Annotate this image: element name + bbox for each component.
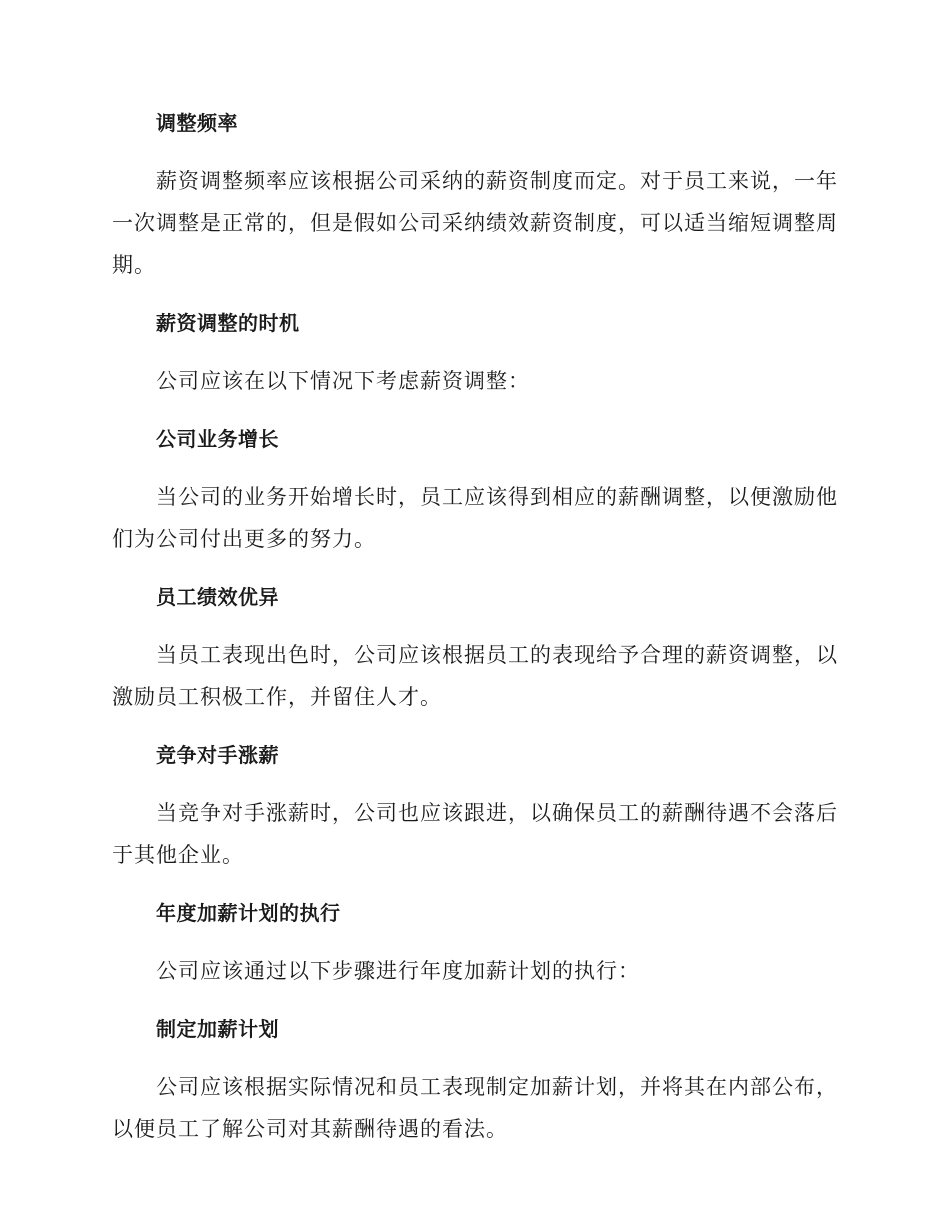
section-paragraph-business-growth: 当公司的业务开始增长时，员工应该得到相应的薪酬调整，以便激励他们为公司付出更多的努力。 xyxy=(112,485,838,551)
section-heading-adjustment-frequency: 调整频率 xyxy=(156,111,238,135)
section-paragraph-excellent-performance: 当员工表现出色时，公司应该根据员工的表现给予合理的薪资调整，以激励员工积极工作，并留住人才。 xyxy=(112,643,838,709)
section-heading-adjustment-timing: 薪资调整的时机 xyxy=(156,311,300,335)
section-heading-annual-raise-execution: 年度加薪计划的执行 xyxy=(156,901,341,925)
section-paragraph-make-raise-plan: 公司应该根据实际情况和员工表现制定加薪计划，并将其在内部公布，以便员工了解公司对其薪酬待遇的看法。 xyxy=(112,1075,838,1141)
section-paragraph-competitor-raise: 当竞争对手涨薪时，公司也应该跟进，以确保员工的薪酬待遇不会落后于其他企业。 xyxy=(112,801,838,867)
section-paragraph-adjustment-frequency: 薪资调整频率应该根据公司采纳的薪资制度而定。对于员工来说，一年一次调整是正常的，但是假如公司采纳绩效薪资制度，可以适当缩短调整周期。 xyxy=(112,169,838,277)
section-heading-competitor-raise: 竞争对手涨薪 xyxy=(156,743,279,767)
section-heading-excellent-performance: 员工绩效优异 xyxy=(156,585,279,609)
section-paragraph-adjustment-timing: 公司应该在以下情况下考虑薪资调整： xyxy=(156,369,530,393)
section-heading-make-raise-plan: 制定加薪计划 xyxy=(156,1017,279,1041)
section-paragraph-annual-raise-execution: 公司应该通过以下步骤进行年度加薪计划的执行： xyxy=(156,959,640,983)
section-heading-business-growth: 公司业务增长 xyxy=(156,427,279,451)
